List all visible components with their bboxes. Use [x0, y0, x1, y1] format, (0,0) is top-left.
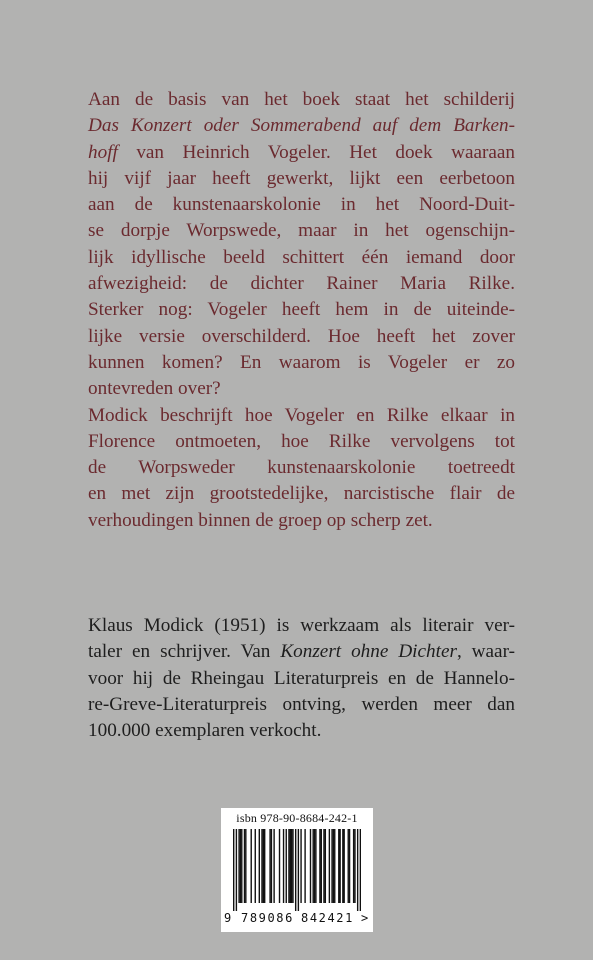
barcode-bar	[263, 829, 264, 903]
barcode-bar	[290, 829, 291, 903]
blurb-line: Aan de basis van het boek staat het schilderij	[88, 89, 515, 110]
barcode-bar	[255, 829, 256, 903]
barcode-bar	[233, 829, 234, 911]
bio-line: voor hij de Rheingau Literaturpreis en de Hannelo-	[88, 667, 515, 689]
barcode-bar	[236, 829, 237, 911]
blurb-line: lijke versie overschilderd. Hoe heeft het zover	[88, 325, 515, 347]
barcode-bar	[295, 829, 296, 911]
barcode-bar	[269, 829, 270, 903]
barcode-bar	[273, 829, 274, 903]
barcode-bar	[357, 829, 358, 911]
blurb-line: hij vijf jaar heeft gewerkt, lijkt een eerbetoon	[88, 167, 515, 189]
blurb-line: ontevreden over?	[88, 378, 221, 400]
barcode-bar	[321, 829, 322, 903]
barcode-bar	[261, 829, 262, 903]
blurb-line: afwezigheid: de dichter Rainer Maria Rilke.	[88, 273, 515, 295]
blurb-line: verhoudingen binnen de groep op scherp zet.	[88, 509, 433, 531]
bio-line: Klaus Modick (1951) is werkzaam als literair ver-	[88, 615, 515, 636]
barcode-bar	[259, 829, 260, 903]
barcode-bar	[292, 829, 293, 903]
barcode-bars	[233, 829, 361, 911]
barcode-bar	[319, 829, 320, 903]
barcode-arrow: >	[361, 911, 369, 925]
barcode-bar	[251, 829, 252, 903]
blurb-line: kunnen komen? En waarom is Vogeler er zo	[88, 351, 515, 373]
barcode-bar	[304, 829, 305, 903]
barcode-bar	[342, 829, 343, 903]
blurb-line: Florence ontmoeten, hoe Rilke vervolgens tot	[88, 430, 515, 452]
barcode-left-digits: 789086	[241, 911, 294, 925]
painting-title-end: hoff	[88, 141, 118, 163]
barcode-bar	[298, 829, 299, 911]
barcode-bar	[329, 829, 330, 903]
barcode-bar	[343, 829, 344, 903]
barcode-bar	[312, 829, 313, 903]
barcode-bar	[314, 829, 315, 903]
blurb-line: Modick beschrijft hoe Vogeler en Rilke elkaar in	[88, 404, 515, 426]
barcode-bar	[264, 829, 265, 903]
bio-line: 100.000 exemplaren verkocht.	[88, 720, 322, 742]
barcode-bar	[244, 829, 245, 903]
barcode-bar	[240, 829, 241, 903]
barcode-bar	[286, 829, 287, 903]
blurb-line: lijk idyllische beeld schittert één iemand door	[88, 246, 515, 268]
barcode-bar	[348, 829, 349, 903]
bio-line: re-Greve-Literaturpreis ontving, werden meer dan	[88, 693, 515, 715]
barcode-bar	[339, 829, 340, 903]
blurb-line: aan de kunstenaarskolonie in het Noord-Duit-	[88, 194, 515, 216]
barcode-bar	[334, 829, 335, 903]
bio-line: taler en schrijver. Van Konzert ohne Dichter, waar-	[88, 641, 515, 663]
barcode-bar	[279, 829, 280, 903]
book-title: Konzert ohne Dichter	[280, 641, 457, 663]
barcode-bar	[241, 829, 242, 903]
blurb-line	[88, 113, 515, 139]
barcode-bar	[315, 829, 316, 903]
back-cover-blurb	[88, 87, 515, 534]
barcode-bar	[331, 829, 332, 903]
barcode-bar	[271, 829, 272, 903]
barcode-bar	[325, 829, 326, 903]
barcode-bar	[360, 829, 361, 911]
isbn-barcode	[221, 808, 373, 932]
barcode-bar	[291, 829, 292, 903]
barcode-first-digit: 9	[224, 911, 232, 925]
barcode-bar	[354, 829, 355, 903]
barcode-bar	[349, 829, 350, 903]
isbn-label: isbn 978-90-8684-242-1	[236, 811, 358, 825]
barcode-bar	[353, 829, 354, 903]
barcode-bar	[288, 829, 289, 903]
barcode-bar	[323, 829, 324, 903]
blurb-line: en met zijn grootstedelijke, narcistische flair de	[88, 483, 515, 505]
barcode-bar	[310, 829, 311, 903]
barcode-bar	[238, 829, 239, 903]
barcode-bar	[333, 829, 334, 903]
blurb-line: se dorpje Worpswede, maar in het ogenschijn-	[88, 220, 515, 242]
blurb-line: Sterker nog: Vogeler heeft hem in de uiteinde-	[88, 299, 515, 321]
blurb-line: hoff van Heinrich Vogeler. Het doek waaraan	[88, 141, 516, 163]
author-bio	[88, 613, 515, 744]
barcode-bar	[338, 829, 339, 903]
barcode-bar	[245, 829, 246, 903]
painting-title: Das Konzert oder Sommerabend auf dem Barken-	[88, 115, 515, 137]
blurb-line: de Worpsweder kunstenaarskolonie toetreedt	[88, 457, 515, 479]
barcode-bar	[283, 829, 284, 903]
barcode-right-digits: 842421	[301, 911, 354, 925]
barcode-bar	[300, 829, 301, 903]
